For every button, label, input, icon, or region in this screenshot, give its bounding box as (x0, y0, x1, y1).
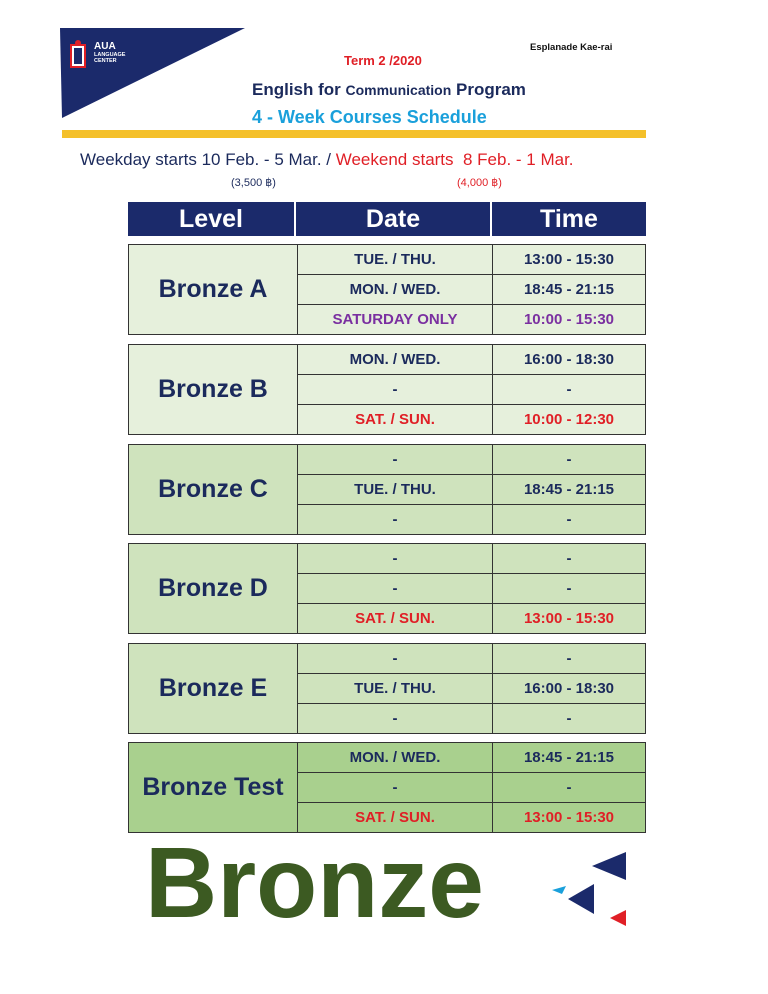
schedule-row (298, 644, 645, 674)
row-time: - (566, 550, 572, 567)
weekday-start: Weekday starts 10 Feb. - 5 Mar. (80, 150, 322, 169)
row-date: - (298, 574, 493, 603)
row-date: - (298, 644, 493, 673)
schedule-row (298, 405, 645, 434)
row-date: - (298, 544, 493, 573)
row-date: TUE. / THU. (298, 475, 493, 504)
level-block (128, 543, 646, 634)
branch-name: Esplanade Kae-rai (530, 42, 613, 53)
row-date: TUE. / THU. (298, 245, 493, 274)
row-time: 10:00 - 12:30 (523, 411, 615, 428)
level-name: Bronze Test (129, 743, 298, 832)
start-dates (80, 150, 574, 170)
schedule-row (298, 704, 645, 733)
level-block (128, 344, 646, 435)
program-title-part2: Communication (345, 82, 452, 98)
column-header-level: Level (128, 202, 296, 236)
table-header (128, 202, 646, 236)
level-rows (298, 743, 645, 832)
row-date: - (298, 505, 493, 534)
level-rows (298, 644, 645, 733)
row-time: - (566, 779, 572, 796)
schedule-row (298, 505, 645, 534)
weekend-price: (4,000 ฿) (457, 177, 502, 189)
level-block (128, 742, 646, 833)
row-time: 10:00 - 15:30 (523, 311, 615, 328)
row-time: 13:00 - 15:30 (523, 251, 615, 268)
row-date: SAT. / SUN. (298, 405, 493, 434)
date-separator: / (321, 150, 336, 169)
row-time: - (566, 381, 572, 398)
row-time: - (566, 710, 572, 727)
column-header-time: Time (492, 202, 646, 236)
level-rows (298, 245, 645, 334)
schedule-row (298, 743, 645, 773)
row-date: - (298, 375, 493, 404)
level-name: Bronze C (129, 445, 298, 534)
row-time: 18:45 - 21:15 (523, 281, 615, 298)
schedule-row (298, 475, 645, 505)
schedule-subtitle: 4 - Week Courses Schedule (252, 107, 487, 127)
program-title (252, 80, 526, 100)
schedule-row (298, 305, 645, 334)
schedule-row (298, 375, 645, 405)
logo-line1: LANGUAGE (94, 52, 126, 58)
schedule-row (298, 245, 645, 275)
row-date: MON. / WED. (298, 275, 493, 304)
row-date: - (298, 704, 493, 733)
schedule-row (298, 345, 645, 375)
level-name: Bronze B (129, 345, 298, 434)
row-time: 16:00 - 18:30 (523, 680, 615, 697)
schedule-row (298, 773, 645, 803)
row-time: 13:00 - 15:30 (523, 610, 615, 627)
triangle-logo-icon (548, 852, 628, 932)
program-title-part1: English for (252, 80, 346, 99)
level-rows (298, 345, 645, 434)
row-date: MON. / WED. (298, 743, 493, 772)
yellow-divider (62, 130, 646, 138)
row-time: 16:00 - 18:30 (523, 351, 615, 368)
level-rows (298, 544, 645, 633)
row-date: - (298, 445, 493, 474)
bronze-footer-title: Bronze (145, 827, 484, 939)
weekday-price: (3,500 ฿) (231, 177, 276, 189)
row-time: - (566, 650, 572, 667)
row-time: 18:45 - 21:15 (523, 749, 615, 766)
logo-line2: CENTER (94, 58, 117, 64)
row-date: SATURDAY ONLY (298, 305, 493, 334)
column-header-date: Date (296, 202, 492, 236)
row-date: TUE. / THU. (298, 674, 493, 703)
aua-logo (94, 42, 125, 64)
term-label: Term 2 /2020 (344, 53, 422, 68)
row-time: 13:00 - 15:30 (523, 809, 615, 826)
row-time: - (566, 580, 572, 597)
level-rows (298, 445, 645, 534)
schedule-row (298, 574, 645, 604)
aua-seal-icon (66, 38, 90, 72)
schedule-row (298, 674, 645, 704)
schedule-row (298, 275, 645, 305)
level-name: Bronze A (129, 245, 298, 334)
level-name: Bronze D (129, 544, 298, 633)
schedule-row (298, 544, 645, 574)
row-date: SAT. / SUN. (298, 803, 493, 832)
level-block (128, 444, 646, 535)
level-block (128, 643, 646, 734)
weekend-start: Weekend starts 8 Feb. - 1 Mar. (335, 150, 574, 169)
program-title-part3: Program (451, 80, 526, 99)
level-block (128, 244, 646, 335)
row-time: - (566, 451, 572, 468)
row-time: 18:45 - 21:15 (523, 481, 615, 498)
row-date: MON. / WED. (298, 345, 493, 374)
logo-name: AUA (94, 41, 116, 52)
row-time: - (566, 511, 572, 528)
row-date: - (298, 773, 493, 802)
level-name: Bronze E (129, 644, 298, 733)
schedule-row (298, 604, 645, 633)
schedule-row (298, 445, 645, 475)
row-date: SAT. / SUN. (298, 604, 493, 633)
